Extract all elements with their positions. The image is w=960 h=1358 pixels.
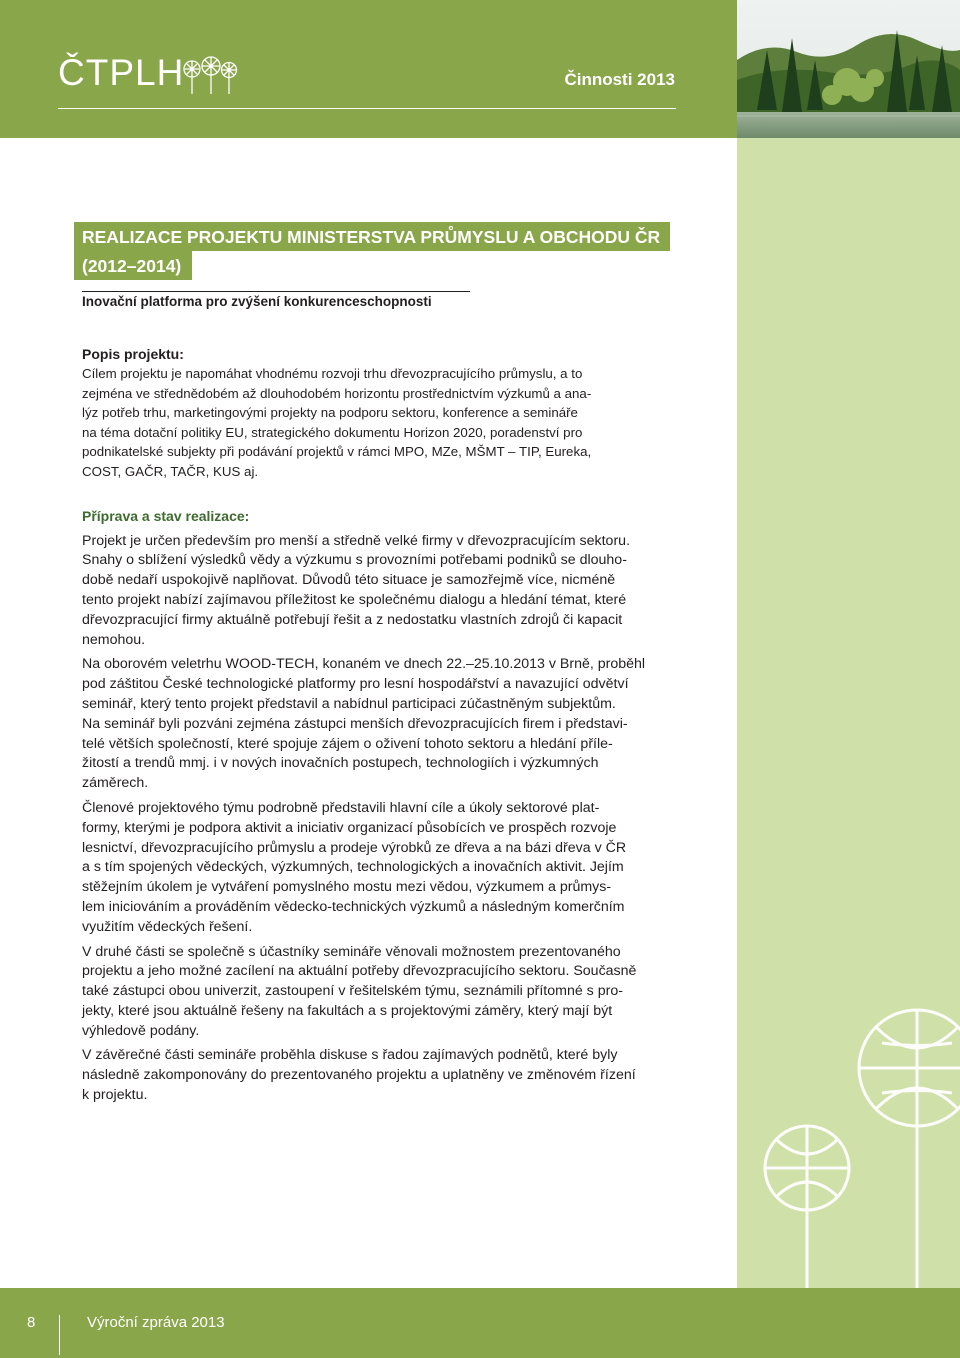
text-line: V druhé části se společně s účastníky semináře věnovali možnostem prezentovaného [82, 943, 621, 960]
paragraph [82, 1046, 682, 1105]
text-line: tento projekt nabízí zajímavou příležitost ke společnému dialogu a hledání témat, které [82, 591, 627, 608]
title-block [82, 222, 670, 280]
paragraph [82, 799, 682, 938]
text-line: Na oborovém veletrhu WOOD-TECH, konaném ve dnech 22.–25.10.2013 v Brně, proběhl [82, 656, 646, 673]
text-line: Cílem projektu je napomáhat vhodnému rozvoji trhu dřevozpracujícího průmyslu, a to [82, 366, 583, 381]
text-line: následně zakomponovány do prezentovaného projektu a uplatněny ve změnovém řízení [82, 1067, 636, 1084]
footer-separator [59, 1315, 60, 1355]
text-line: Projekt je určen především pro menší a středně velké firmy v dřevozpracujícím sektoru. [82, 532, 631, 549]
description-paragraph [82, 364, 682, 482]
text-line: lem iniciováním a prováděním vědecko-technických výzkumů a následným komerčním [82, 898, 625, 915]
text-line: Snahy o sblížení výsledků vědy a výzkumu s provozními potřebami podniků se dlouho- [82, 552, 627, 569]
text-line: pod záštitou České technologické platformy pro lesní hospodářství a navazující odvětví [82, 676, 629, 693]
text-line: dřevozpracující firmy aktuálně potřebují řešit a z nedostatku vlastních zdrojů či kapacit [82, 611, 623, 628]
text-line: nemohou. [82, 631, 146, 648]
subtitle: Inovační platforma pro zvýšení konkurenceschopnosti [82, 294, 432, 309]
sidebar-trees-icon [737, 138, 960, 1288]
text-line: záměrech. [82, 775, 149, 792]
text-line: a s tím spojených vědeckých, výzkumných, technologických a inovačních aktivit. Jejím [82, 859, 624, 876]
text-line: zejména ve střednědobém až dlouhodobém horizontu prostřednictvím výzkumů a ana- [82, 385, 592, 401]
section-title: Činnosti 2013 [564, 70, 675, 89]
page-number: 8 [27, 1314, 36, 1331]
text-line: podnikatelské subjekty při podávání projektů v rámci MPO, MZe, MŠMT – TIP, Eureka, [82, 444, 592, 460]
text-line: stěžejním úkolem je vytváření pomyslného mostu mezi vědou, výzkumem a průmys- [82, 879, 612, 896]
page-title: REALIZACE PROJEKTU MINISTERSTVA PRŮMYSLU A OBCHODU ČR [74, 222, 670, 251]
main-content [82, 344, 682, 1111]
forest-photo [737, 0, 960, 138]
text-line: žitostí a trendů mmj. i v nových inovačních postupech, technologiích i výzkumných [82, 755, 599, 772]
text-line: lesnictví, dřevozpracujícího průmyslu a prodeje výrobků ze dřeva a na bázi dřeva v ČR [82, 839, 627, 856]
decorative-sidebar [737, 138, 960, 1288]
text-line: využitím vědeckých řešení. [82, 918, 253, 935]
footer-title: Výroční zpráva 2013 [87, 1314, 225, 1331]
section-heading-description: Popis projektu: [82, 346, 184, 362]
text-line: seminář, který tento projekt představil a nabídnul participaci zúčastněným subjektům. [82, 695, 616, 712]
text-line: na téma dotační politiky EU, strategického dokumentu Horizon 2020, poradenství pro [82, 424, 583, 440]
text-line: době nedaří uspokojivě naplňovat. Důvodů této situace je samozřejmě více, nicméně [82, 572, 616, 589]
text-line: Členové projektového týmu podrobně představili hlavní cíle a úkoly sektorové plat- [82, 799, 600, 816]
paragraph [82, 532, 682, 651]
logo-text: ČTPLH [58, 52, 185, 93]
header-band [0, 0, 737, 138]
text-line: jekty, které jsou aktuálně řešeny na fakultách a s projektovými záměry, který mají být [82, 1002, 613, 1019]
text-line: COST, GAČR, TAČR, KUS aj. [82, 463, 259, 479]
paragraph [82, 943, 682, 1042]
text-line: formy, kterými je podpora aktivit a iniciativ organizací působících ve prospěch rozvoje [82, 819, 617, 836]
page-title-years: (2012–2014) [74, 251, 192, 280]
text-line: výhledově podány. [82, 1022, 200, 1039]
text-line: V závěrečné části semináře proběhla diskuse s řadou zajímavých podnětů, které byly [82, 1047, 618, 1064]
paragraph [82, 655, 682, 794]
header-rule [58, 108, 676, 109]
subtitle-rule [82, 291, 470, 292]
text-line: k projektu. [82, 1087, 148, 1104]
text-line: také zástupci obou univerzit, zastoupení v řešitelském týmu, seznámili přítomné s pro- [82, 983, 623, 1000]
text-line: telé větších společností, které spojuje zájem o oživení tohoto sektoru a hledání příle- [82, 735, 613, 752]
text-line: lýz potřeb trhu, marketingovými projekty na podporu sektoru, konference a semináře [82, 405, 578, 421]
section-heading-status: Příprava a stav realizace: [82, 507, 250, 524]
text-line: Na seminář byli pozváni zejména zástupci menších dřevozpracujících firem i představi- [82, 715, 628, 732]
text-line: projektu a jeho možné zacílení na aktuální potřeby dřevozpracujícího sektoru. Současně [82, 963, 637, 980]
logo-trees-icon [182, 56, 238, 96]
